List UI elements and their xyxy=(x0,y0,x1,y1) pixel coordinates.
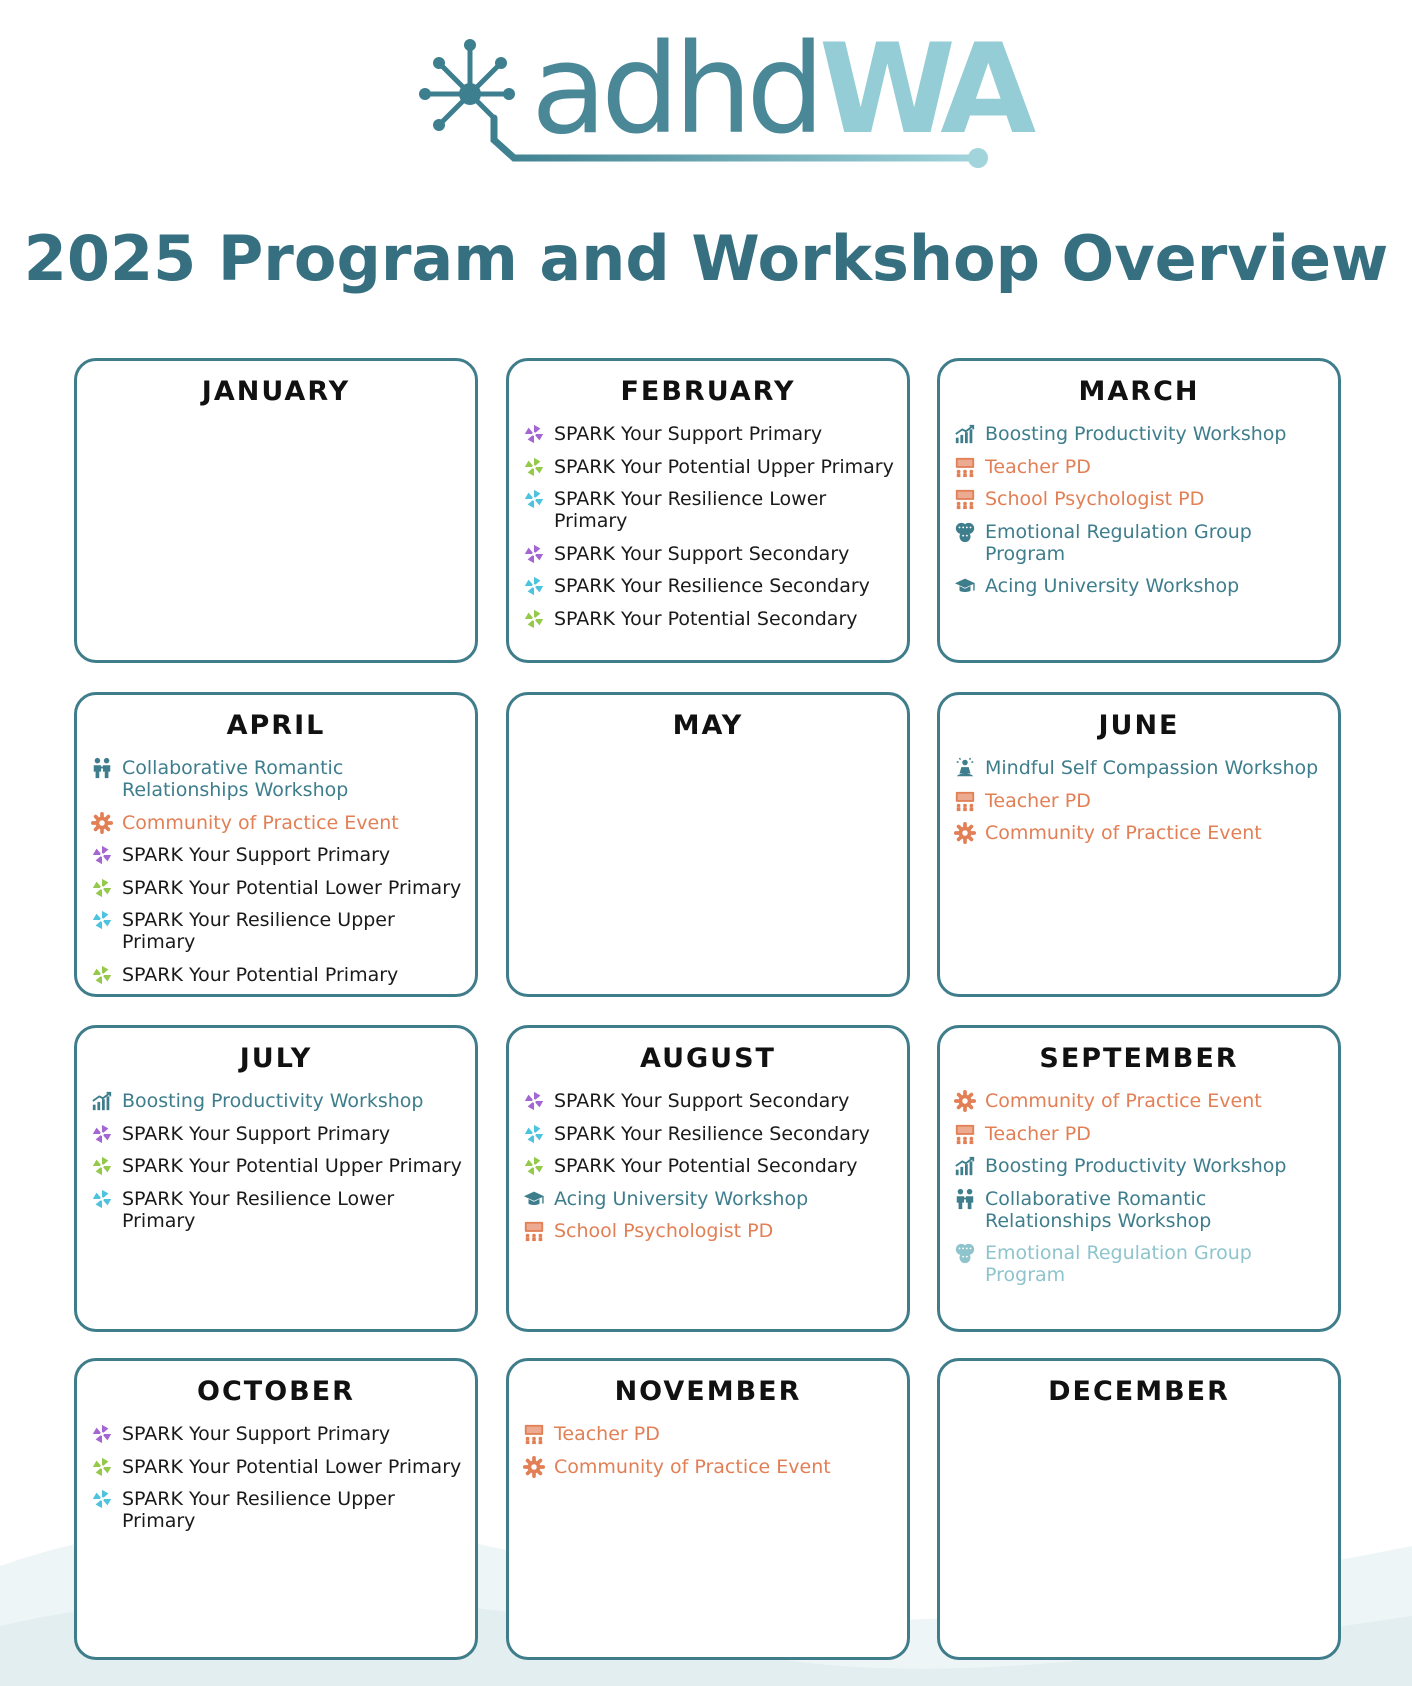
month-title: APRIL xyxy=(226,710,326,741)
event-item xyxy=(90,877,467,899)
pinwheel-purple-icon xyxy=(90,844,114,866)
event-label: Acing University Workshop xyxy=(985,575,1240,597)
event-label: Boosting Productivity Workshop xyxy=(122,1090,424,1112)
event-label: Emotional Regulation Group Program xyxy=(985,1242,1252,1286)
pinwheel-green-icon xyxy=(90,964,114,986)
month-card-july xyxy=(74,1025,478,1332)
pinwheel-green-icon xyxy=(90,1456,114,1478)
event-item xyxy=(90,1090,467,1112)
event-item xyxy=(953,1188,1330,1232)
pinwheel-cyan-icon xyxy=(90,1188,114,1210)
event-label: Community of Practice Event xyxy=(122,811,399,834)
pinwheel-green-icon xyxy=(522,1155,546,1177)
event-item xyxy=(522,543,899,565)
event-list xyxy=(77,1090,475,1232)
pinwheel-green-icon xyxy=(522,456,546,478)
event-label: SPARK Your Potential Lower Primary xyxy=(122,1455,462,1478)
event-label: Community of Practice Event xyxy=(985,822,1262,844)
event-label: SPARK Your Potential Primary xyxy=(122,963,399,986)
event-item xyxy=(90,757,467,801)
event-item xyxy=(522,608,899,630)
event-label: Community of Practice Event xyxy=(985,1090,1262,1112)
event-item xyxy=(90,812,467,834)
event-item xyxy=(90,1123,467,1145)
couple-icon xyxy=(90,757,114,779)
gear-icon xyxy=(953,1090,977,1112)
gear-icon xyxy=(953,822,977,844)
pinwheel-purple-icon xyxy=(90,1423,114,1445)
event-item xyxy=(953,575,1330,597)
event-list xyxy=(509,1423,907,1478)
event-label: SPARK Your Potential Upper Primary xyxy=(122,1155,462,1177)
event-label: Collaborative Romantic Relationships Workshop xyxy=(122,757,349,801)
event-item xyxy=(90,844,467,866)
pinwheel-cyan-icon xyxy=(90,909,114,931)
event-label: Community of Practice Event xyxy=(554,1455,831,1478)
month-title: NOVEMBER xyxy=(614,1376,802,1407)
productivity-chart-icon xyxy=(953,1155,977,1177)
presentation-board-icon xyxy=(953,1123,977,1145)
event-item xyxy=(522,1423,899,1445)
event-label: SPARK Your Resilience Secondary xyxy=(554,1122,870,1145)
pinwheel-cyan-icon xyxy=(522,488,546,510)
gear-icon xyxy=(90,812,114,834)
pinwheel-green-icon xyxy=(522,608,546,630)
event-label: Teacher PD xyxy=(985,455,1091,478)
event-list xyxy=(940,423,1338,597)
event-list xyxy=(77,757,475,986)
month-card-january xyxy=(74,358,478,663)
pinwheel-cyan-icon xyxy=(90,1488,114,1510)
event-item xyxy=(522,575,899,597)
event-label: Collaborative Romantic Relationships Workshop xyxy=(985,1187,1212,1232)
month-card-april xyxy=(74,692,478,997)
presentation-board-icon xyxy=(953,456,977,478)
month-card-september xyxy=(937,1025,1341,1332)
presentation-board-icon xyxy=(953,488,977,510)
event-label: SPARK Your Support Secondary xyxy=(554,1090,850,1112)
event-item xyxy=(953,790,1330,812)
event-label: SPARK Your Potential Secondary xyxy=(554,1155,858,1177)
event-item xyxy=(90,1188,467,1232)
event-list xyxy=(509,1090,907,1242)
month-title: MARCH xyxy=(1078,376,1200,407)
event-item xyxy=(953,1090,1330,1112)
event-label: SPARK Your Support Primary xyxy=(122,844,391,866)
page-title: 2025 Program and Workshop Overview xyxy=(23,222,1389,295)
presentation-board-icon xyxy=(522,1220,546,1242)
event-label: Emotional Regulation Group Program xyxy=(985,520,1252,565)
logo-text-adhd: adhd xyxy=(531,18,819,162)
event-item xyxy=(953,1242,1330,1286)
month-title: OCTOBER xyxy=(197,1376,355,1407)
event-label: SPARK Your Resilience Upper Primary xyxy=(122,1488,395,1532)
event-item xyxy=(522,488,899,532)
event-item xyxy=(90,1423,467,1445)
month-title: AUGUST xyxy=(640,1043,776,1074)
event-label: SPARK Your Potential Secondary xyxy=(554,607,858,630)
event-item xyxy=(953,822,1330,844)
event-item xyxy=(522,1456,899,1478)
event-label: SPARK Your Support Primary xyxy=(122,1122,391,1145)
month-card-march xyxy=(937,358,1341,663)
event-label: SPARK Your Resilience Upper Primary xyxy=(122,909,395,953)
event-label: SPARK Your Resilience Lower Primary xyxy=(554,488,827,532)
event-label: SPARK Your Support Secondary xyxy=(554,542,850,565)
event-label: SPARK Your Support Primary xyxy=(122,1423,391,1445)
event-item xyxy=(953,1155,1330,1177)
month-card-june xyxy=(937,692,1341,997)
event-label: Boosting Productivity Workshop xyxy=(985,1155,1287,1177)
event-list xyxy=(940,1090,1338,1286)
graduation-cap-icon xyxy=(953,575,977,597)
event-item xyxy=(953,488,1330,510)
gear-icon xyxy=(522,1456,546,1478)
month-card-december xyxy=(937,1358,1341,1660)
event-item xyxy=(90,1456,467,1478)
month-title: JUNE xyxy=(1098,710,1180,741)
event-label: Teacher PD xyxy=(985,789,1091,812)
pinwheel-purple-icon xyxy=(90,1123,114,1145)
event-item xyxy=(522,1123,899,1145)
month-card-november xyxy=(506,1358,910,1660)
event-label: Teacher PD xyxy=(554,1423,660,1445)
event-item xyxy=(90,964,467,986)
event-item xyxy=(953,1123,1330,1145)
pinwheel-cyan-icon xyxy=(522,575,546,597)
couple-icon xyxy=(953,1188,977,1210)
month-title: SEPTEMBER xyxy=(1039,1043,1239,1074)
month-card-may xyxy=(506,692,910,997)
pinwheel-green-icon xyxy=(90,877,114,899)
event-list xyxy=(77,1423,475,1532)
event-label: SPARK Your Resilience Secondary xyxy=(554,575,870,597)
event-item xyxy=(90,909,467,953)
event-item xyxy=(953,456,1330,478)
event-label: SPARK Your Potential Lower Primary xyxy=(122,876,462,899)
presentation-board-icon xyxy=(953,790,977,812)
event-item xyxy=(522,1188,899,1210)
event-item xyxy=(522,1220,899,1242)
pinwheel-green-icon xyxy=(90,1155,114,1177)
presentation-board-icon xyxy=(522,1423,546,1445)
month-card-february xyxy=(506,358,910,663)
month-title: JULY xyxy=(239,1043,313,1074)
month-card-october xyxy=(74,1358,478,1660)
month-title: MAY xyxy=(672,710,744,741)
month-title: FEBRUARY xyxy=(620,376,796,407)
month-title: JANUARY xyxy=(201,376,351,407)
event-label: Boosting Productivity Workshop xyxy=(985,423,1287,445)
event-label: School Psychologist PD xyxy=(554,1220,774,1242)
event-item xyxy=(90,1155,467,1177)
logo-text-wa: WA xyxy=(819,18,1027,162)
emotion-faces-icon xyxy=(953,521,977,543)
event-label: Acing University Workshop xyxy=(554,1187,809,1210)
event-label: SPARK Your Resilience Lower Primary xyxy=(122,1187,395,1232)
event-item xyxy=(90,1488,467,1532)
event-item xyxy=(522,1155,899,1177)
pinwheel-purple-icon xyxy=(522,423,546,445)
month-title: DECEMBER xyxy=(1048,1376,1230,1407)
event-label: School Psychologist PD xyxy=(985,488,1205,510)
event-item xyxy=(522,456,899,478)
productivity-chart-icon xyxy=(90,1090,114,1112)
month-card-august xyxy=(506,1025,910,1332)
event-item xyxy=(522,1090,899,1112)
event-item xyxy=(953,423,1330,445)
meditation-icon xyxy=(953,757,977,779)
pinwheel-purple-icon xyxy=(522,543,546,565)
event-label: SPARK Your Potential Upper Primary xyxy=(554,455,894,478)
emotion-faces-light-icon xyxy=(953,1242,977,1264)
event-label: SPARK Your Support Primary xyxy=(554,423,823,445)
productivity-chart-icon xyxy=(953,423,977,445)
pinwheel-cyan-icon xyxy=(522,1123,546,1145)
event-label: Mindful Self Compassion Workshop xyxy=(985,757,1319,779)
event-item xyxy=(953,521,1330,565)
pinwheel-purple-icon xyxy=(522,1090,546,1112)
event-item xyxy=(522,423,899,445)
event-list xyxy=(509,423,907,630)
graduation-cap-icon xyxy=(522,1188,546,1210)
event-label: Teacher PD xyxy=(985,1122,1091,1145)
adhdwa-logo xyxy=(416,18,1027,172)
event-item xyxy=(953,757,1330,779)
event-list xyxy=(940,757,1338,844)
